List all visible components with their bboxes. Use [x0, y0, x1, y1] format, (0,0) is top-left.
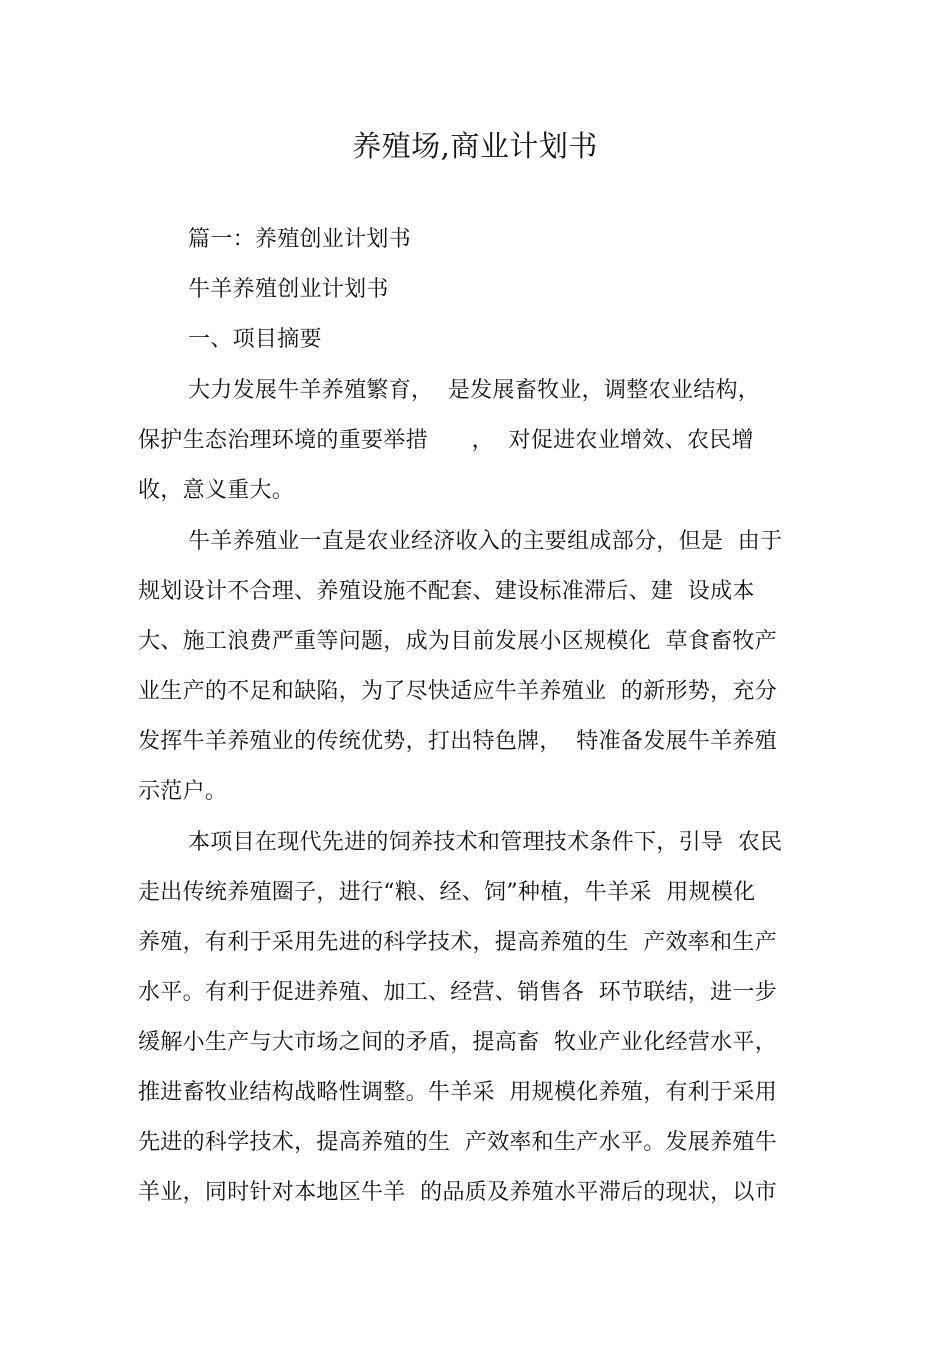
paragraph-line: 示范户。	[138, 779, 228, 804]
paragraph-line: 推进畜牧业结构战略性调整。牛羊采 用规模化养殖，有利于采用	[138, 1080, 777, 1105]
paragraph-line: 养殖，有利于采用先进的科学技术，提高养殖的生 产效率和生产	[138, 930, 777, 955]
paragraph-line: 羊业，同时针对本地区牛羊 的品质及养殖水平滞后的现状，以市	[138, 1180, 777, 1205]
sub-heading: 牛羊养殖创业计划书	[188, 277, 389, 302]
paragraph-line: 牛羊养殖业一直是农业经济收入的主要组成部分，但是 由于	[188, 529, 783, 554]
section-heading: 篇一：养殖创业计划书	[188, 227, 412, 252]
paragraph-line: 收，意义重大。	[138, 478, 295, 503]
paragraph-line: 本项目在现代先进的饲养技术和管理技术条件下，引导 农民	[188, 830, 783, 855]
paragraph-line: 业生产的不足和缺陷，为了尽快适应牛羊养殖业 的新形势，充分	[138, 679, 777, 704]
paragraph-line: 缓解小生产与大市场之间的矛盾，提高畜 牧业产业化经营水平，	[138, 1030, 777, 1055]
paragraph-line: 先进的科学技术，提高养殖的生 产效率和生产水平。发展养殖牛	[138, 1130, 777, 1155]
paragraph-line: 水平。有利于促进养殖、加工、经营、销售各 环节联结，进一步	[138, 980, 777, 1005]
section-number-heading: 一、项目摘要	[188, 327, 322, 352]
paragraph-line: 保护生态治理环境的重要举措 ， 对促进农业增效、农民增	[138, 428, 754, 453]
document-title: 养殖场,商业计划书	[352, 129, 598, 163]
paragraph-line: 大、施工浪费严重等问题，成为目前发展小区规模化 草食畜牧产	[138, 629, 777, 654]
paragraph-line: 走出传统养殖圈子，进行“粮、经、饲”种植，牛羊采 用规模化	[138, 880, 756, 905]
paragraph-line: 大力发展牛羊养殖繁育， 是发展畜牧业，调整农业结构，	[188, 378, 761, 403]
paragraph-line: 规划设计不合理、养殖设施不配套、建设标准滞后、建 设成本	[138, 579, 755, 604]
paragraph-line: 发挥牛羊养殖业的传统优势，打出特色牌， 特准备发展牛羊养殖	[138, 729, 777, 754]
